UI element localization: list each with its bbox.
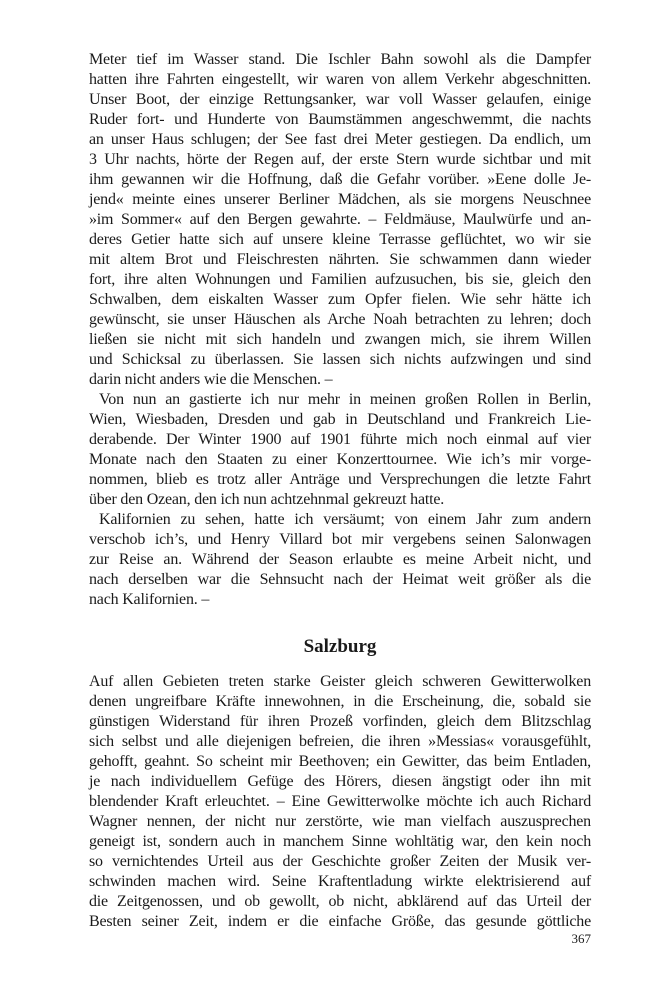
text-line: so vernichtendes Urteil aus der Geschichte großer Zeiten der Musik ver- [89, 853, 591, 870]
text-line: die Zeitgenossen, und ob gewollt, ob nicht, abklärend auf das Urteil der [89, 893, 591, 910]
text-line: darin nicht anders wie die Menschen. – [89, 371, 333, 388]
text-line: 3 Uhr nachts, hörte der Regen auf, der erste Stern wurde sichtbar und mit [89, 151, 591, 168]
text-line: denen ungreifbare Kräfte innewohnen, in die Erscheinung, die, sobald sie [89, 693, 591, 710]
text-line: Auf allen Gebieten treten starke Geister gleich schweren Gewitterwolken [89, 673, 591, 690]
text-line: schwinden machen wird. Seine Kraftentladung wirkte elektrisierend auf [89, 873, 591, 890]
text-line: mit altem Brot und Fleischresten nährten. Sie schwammen dann wieder [89, 251, 591, 268]
text-line: an unser Haus schlugen; der See fast drei Meter gestiegen. Da endlich, um [89, 131, 591, 148]
text-line: derabende. Der Winter 1900 auf 1901 führte mich noch einmal auf vier [89, 431, 591, 448]
text-line: gewünscht, sie unser Häuschen als Arche Noah betrachten zu lehren; doch [89, 311, 591, 328]
section-heading: Salzburg [303, 636, 377, 657]
text-line: Monate nach den Staaten zu einer Konzerttournee. Wie ich’s mir vorge- [89, 451, 591, 468]
text-line: Besten seiner Zeit, indem er die einfache Größe, das gesunde göttliche [89, 913, 591, 930]
paragraph [89, 672, 591, 932]
text-line: verschob ich’s, und Henry Villard bot mir vergebens seinen Salonwagen [89, 531, 591, 548]
paragraph [89, 390, 591, 510]
paragraph [89, 510, 591, 610]
text-line: Schwalben, dem eiskalten Wasser zum Opfer fielen. Wie sehr hätte ich [89, 291, 591, 308]
page-number: 367 [571, 931, 591, 946]
text-line: nach Kalifornien. – [89, 591, 210, 608]
text-line: Kalifornien zu sehen, hatte ich versäumt; von einem Jahr zum andern [99, 511, 591, 528]
text-line: über den Ozean, den ich nun achtzehnmal gekreuzt hatte. [89, 491, 445, 508]
paragraph [89, 50, 591, 390]
text-line: »im Sommer« auf den Bergen gewahrte. – Feldmäuse, Maulwürfe und an- [89, 211, 591, 228]
text-line: Von nun an gastierte ich nur mehr in meinen großen Rollen in Berlin, [99, 391, 591, 408]
text-line: Wagner nennen, der nicht nur zerstörte, wie man vielfach auszusprechen [89, 813, 591, 830]
text-line: zur Reise an. Während der Season erlaubte es meine Arbeit nicht, und [89, 551, 591, 568]
text-line: ihm gewannen wir die Hoffnung, daß die Gefahr vorüber. »Eene dolle Je- [89, 171, 591, 188]
text-block [89, 50, 591, 932]
text-line: Meter tief im Wasser stand. Die Ischler Bahn sowohl als die Dampfer [89, 51, 591, 68]
text-line: Ruder fort- und Hunderte von Baumstämmen angeschwemmt, die nachts [89, 111, 591, 128]
text-line: blendender Kraft erleuchtet. – Eine Gewitterwolke möchte ich auch Richard [89, 793, 591, 810]
text-line: je nach individuellem Gefüge des Hörers, diesen ängstigt oder ihn mit [89, 773, 591, 790]
text-line: ließen sie nicht mit sich handeln und zwangen mich, sie ihrem Willen [89, 331, 591, 348]
text-line: geneigt ist, sondern auch in manchem Sinne wohltätig war, den kein noch [89, 833, 591, 850]
text-line: deres Getier hatte sich auf unsere kleine Terrasse geflüchtet, wo wir sie [89, 231, 591, 248]
text-line: hatten ihre Fahrten eingestellt, wir waren von allem Verkehr abgeschnitten. [89, 71, 591, 88]
text-line: Unser Boot, der einzige Rettungsanker, war voll Wasser gelaufen, einige [89, 91, 591, 108]
text-line: fort, ihre alten Wohnungen und Familien aufzusuchen, bis sie, gleich den [89, 271, 591, 288]
text-line: nach derselben war die Sehnsucht nach der Heimat weit größer als die [89, 571, 591, 588]
text-line: gehofft, geahnt. So scheint mir Beethoven; ein Gewitter, das beim Entladen, [89, 753, 591, 770]
text-line: sich selbst und alle diejenigen befreien, die ihren »Messias« vorausgefühlt, [89, 733, 591, 750]
text-line: jend« meinte eines unserer Berliner Mädchen, als sie morgens Neuschnee [89, 191, 591, 208]
text-line: und Schicksal zu überlassen. Sie lassen sich nichts aufzwingen und sind [89, 351, 591, 368]
text-line: Wien, Wiesbaden, Dresden und gab in Deutschland und Frankreich Lie- [89, 411, 591, 428]
text-line: günstigen Widerstand für ihren Prozeß vorfinden, gleich dem Blitzschlag [89, 713, 591, 730]
text-line: nommen, blieb es trotz aller Anträge und Versprechungen die letzte Fahrt [89, 471, 591, 488]
